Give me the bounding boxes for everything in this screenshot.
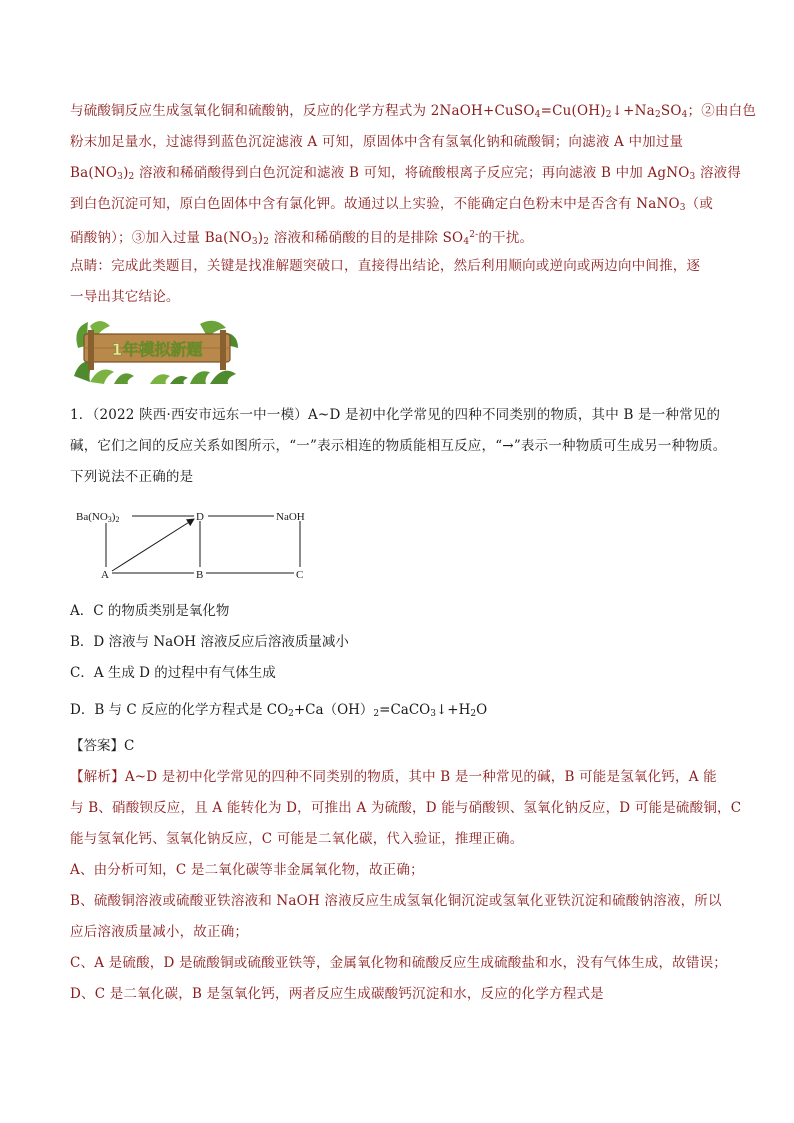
question-block: [70, 400, 730, 493]
question-line-3: 下列说法不正确的是: [70, 469, 194, 485]
option-c: C．A 生成 D 的过程中有气体生成: [70, 665, 276, 681]
option-b: B．D 溶液与 NaOH 溶液反应后溶液质量减小: [70, 634, 349, 650]
analysis-block: [70, 762, 742, 1010]
analysis-line-8: D、C 是二氧化碳，B 是氢氧化钙，两者反应生成碳酸钙沉淀和水，反应的化学方程式是: [70, 986, 604, 1002]
question-line-2: 碱，它们之间的反应关系如图所示，“一”表示相连的物质能相互反应，“→”表示一种物质可生成另一种物质。: [70, 438, 727, 454]
tip-line-1: 点睛：完成此类题目，关键是找准解题突破口，直接得出结论，然后利用顺向或逆向或两边向中间推，逐: [70, 258, 701, 274]
node-d: D: [196, 511, 204, 523]
answer-value: C: [124, 738, 135, 754]
intro-line-5: 硝酸钠）；③加入过量 $Ba(NO_3)_2$ 溶液和稀硝酸的目的是排除 $SO_4^{2-}$的干扰。: [70, 230, 534, 247]
analysis-label: 【解析】: [70, 769, 125, 785]
intro-paragraph: [70, 96, 757, 313]
intro-line-2: 粉末加足量水，过滤得到蓝色沉淀滤液 A 可知，原固体中含有氢氧化钠和硫酸铜；向滤液 A 中加过量: [70, 134, 684, 150]
option-d: D．B 与 C 反应的化学方程式是 $CO_2+Ca(OH)_2=CaCO_3↓+H_2O$: [70, 702, 488, 719]
node-b: B: [196, 569, 204, 581]
answer-label: 【答案】: [70, 738, 124, 754]
reaction-diagram: [70, 505, 330, 585]
question-line-1: 1．（2022 陕西·西安市远东一中一模）A~D 是初中化学常见的四种不同类别的物质，其中 B 是一种常见的: [70, 407, 721, 423]
node-a: A: [101, 569, 109, 581]
analysis-line-3: 能与氢氧化钙、氢氧化钠反应，C 可能是二氧化碳，代入验证，推理正确。: [70, 831, 524, 847]
intro-line-3: $Ba(NO_3)_2$ 溶液和稀硝酸得到白色沉淀和滤液 B 可知，将硫酸根离子反应完；再向滤液 B 中加 AgNO$_3$ 溶液得: [70, 165, 742, 182]
node-naoh: NaOH: [276, 511, 305, 523]
option-a: A．C 的物质类别是氧化物: [70, 603, 230, 619]
analysis-line-7: C、A 是硫酸，D 是硫酸铜或硫酸亚铁等，金属氧化物和硫酸反应生成硫酸盐和水，没有气体生成，故错误；: [70, 955, 727, 971]
analysis-line-1: 【解析】A~D 是初中化学常见的四种不同类别的物质，其中 B 是一种常见的碱，B 可能是氢氧化钙，A 能: [70, 769, 717, 785]
analysis-line-5: B、硫酸铜溶液或硫酸亚铁溶液和 NaOH 溶液反应生成氢氧化铜沉淀或氢氧化亚铁沉淀和硫酸钠溶液，所以: [70, 893, 722, 909]
node-c: C: [296, 569, 304, 581]
answer-line: [70, 731, 730, 762]
node-ba-no3-2: Ba(NO3)2: [76, 511, 120, 524]
arrow-a-d: [112, 519, 194, 571]
analysis-line-2: 与 B、硝酸钡反应，且 A 能转化为 D，可推出 A 为硫酸，D 能与硝酸钡、氢氧化钠反应，D 可能是硫酸铜，C: [70, 800, 742, 816]
tip-line-2: 一导出其它结论。: [70, 289, 180, 305]
section-banner: [70, 318, 240, 384]
analysis-line-4: A、由分析可知，C 是二氧化碳等非金属氧化物，故正确；: [70, 862, 424, 878]
intro-line-1: 与硫酸铜反应生成氢氧化铜和硫酸钠，反应的化学方程式为 $2NaOH+CuSO_4=Cu(OH)_2↓+Na_2SO_4$；②由白色: [70, 103, 757, 120]
intro-line-4: 到白色沉淀可知，原白色固体中含有氯化钾。故通过以上实验，不能确定白色粉末中是否含有 NaNO$_3$（或: [70, 196, 714, 213]
analysis-line-6: 应后溶液质量减小，故正确；: [70, 924, 249, 940]
banner-label: 1年模拟新题: [111, 340, 203, 359]
